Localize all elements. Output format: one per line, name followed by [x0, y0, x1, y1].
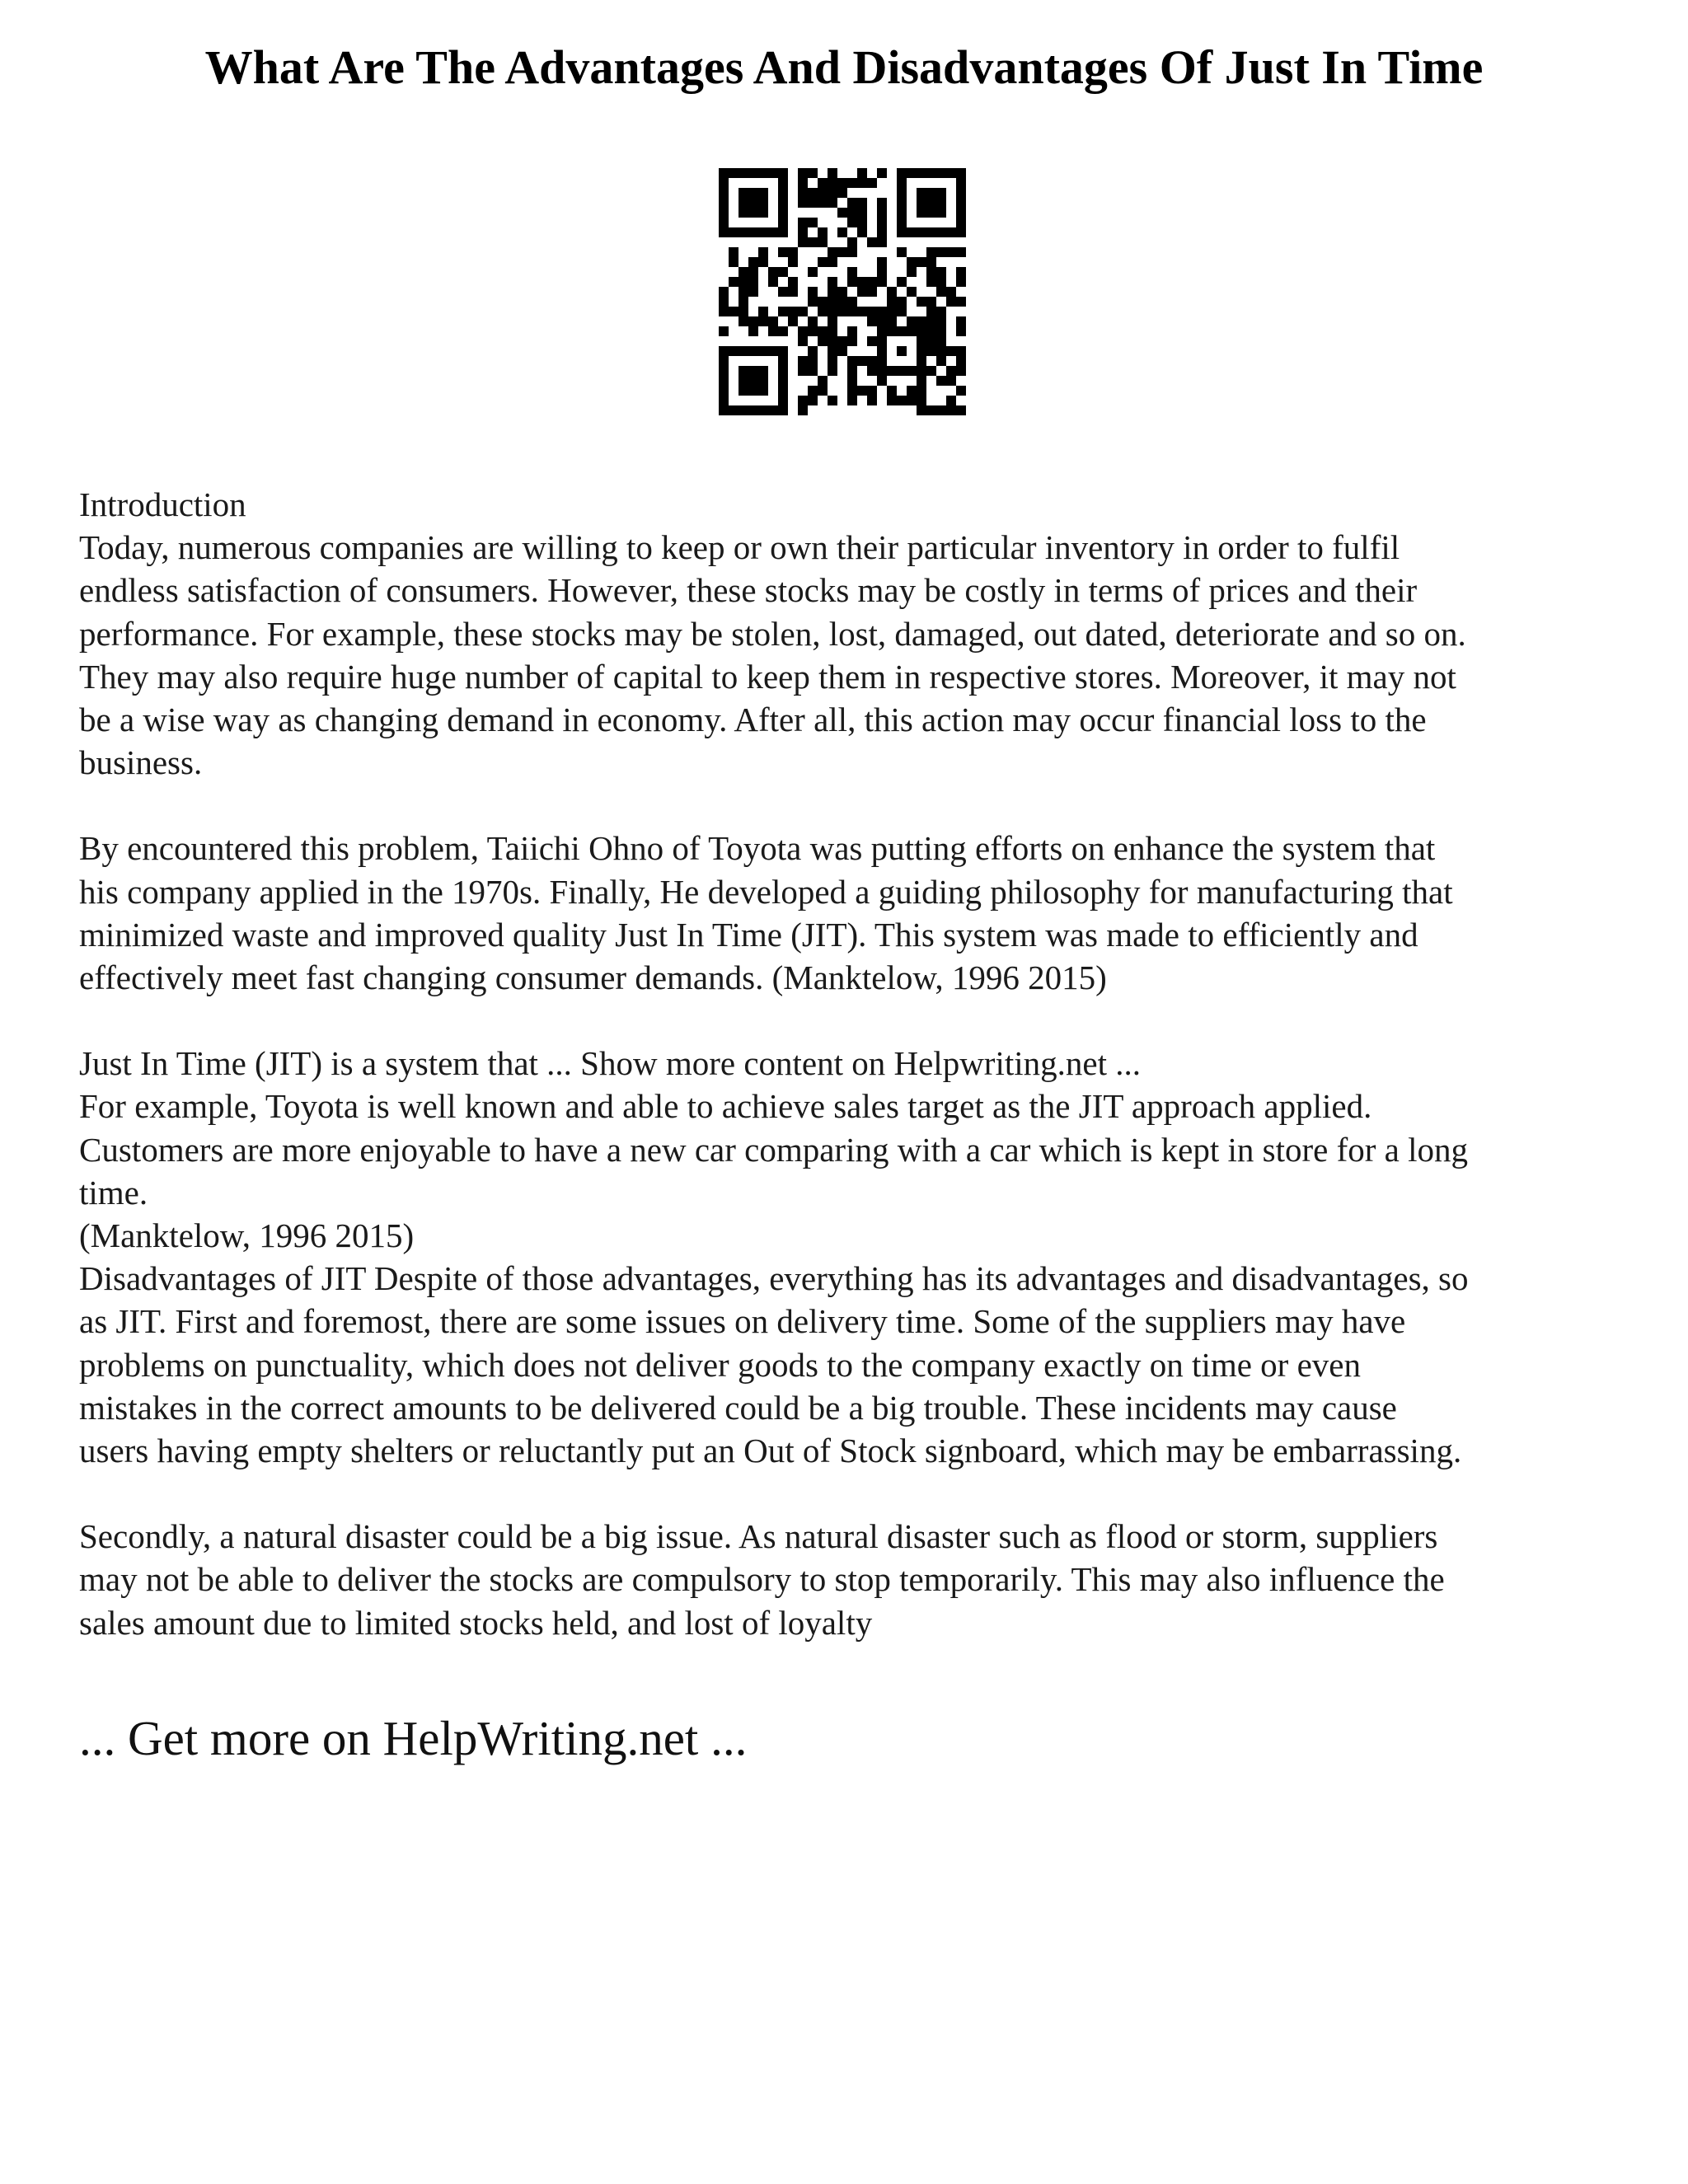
paragraph-disadvantages: Disadvantages of JIT Despite of those advantages, everything has its advantages and disadvantages, so as JIT. First and foremost, there are some issues on delivery time. Some of the suppliers may have problems on punctuality, which does not deliver goods to the company exactly on time or even mistakes in the correct amounts to be delivered could be a big trouble. These incidents may cause users having empty shelters or reluctantly put an Out of Stock signboard, which may be embarrassing. [79, 1259, 1469, 1470]
get-more-link[interactable]: ... Get more on HelpWriting.net ... [79, 1711, 748, 1765]
paragraph-natural-disaster: Secondly, a natural disaster could be a big issue. As natural disaster such as flood or storm, suppliers may not be able to deliver the stocks are compulsory to stop temporarily. This may also influence the sales amount due to limited stocks held, and lost of loyalty [79, 1517, 1445, 1642]
paragraph-show-more: Just In Time (JIT) is a system that ... Show more content on Helpwriting.net ... [79, 1044, 1141, 1083]
paragraph-inventory-costs: Today, numerous companies are willing to keep or own their particular inventory in order to fulfil endless satisfaction of consumers. However, these stocks may be costly in terms of prices and their performance. For example, these stocks may be stolen, lost, damaged, out dated, deteriorate and so on. They may also require huge number of capital to keep them in respective stores. Moreover, it may not be a wise way as changing demand in economy. After all, this action may occur financial loss to the business. [79, 528, 1466, 782]
paragraph-toyota-example: For example, Toyota is well known and able to achieve sales target as the JIT approach applied. Customers are more enjoyable to have a new car comparing with a car which is kept in store for a long time. [79, 1087, 1468, 1212]
intro-heading: Introduction [79, 485, 246, 523]
article-body [79, 483, 1629, 1644]
paragraph-toyota-history: By encountered this problem, Taiichi Ohno of Toyota was putting efforts on enhance the system that his company applied in the 1970s. Finally, He developed a guiding philosophy for manufacturing that minimized waste and improved quality Just In Time (JIT). This system was made to efficiently and effectively meet fast changing consumer demands. (Manktelow, 1996 2015) [79, 829, 1453, 997]
page-title: What Are The Advantages And Disadvantages Of Just In Time [204, 40, 1484, 94]
paragraph-citation: (Manktelow, 1996 2015) [79, 1216, 415, 1255]
qr-code-icon [719, 168, 966, 415]
